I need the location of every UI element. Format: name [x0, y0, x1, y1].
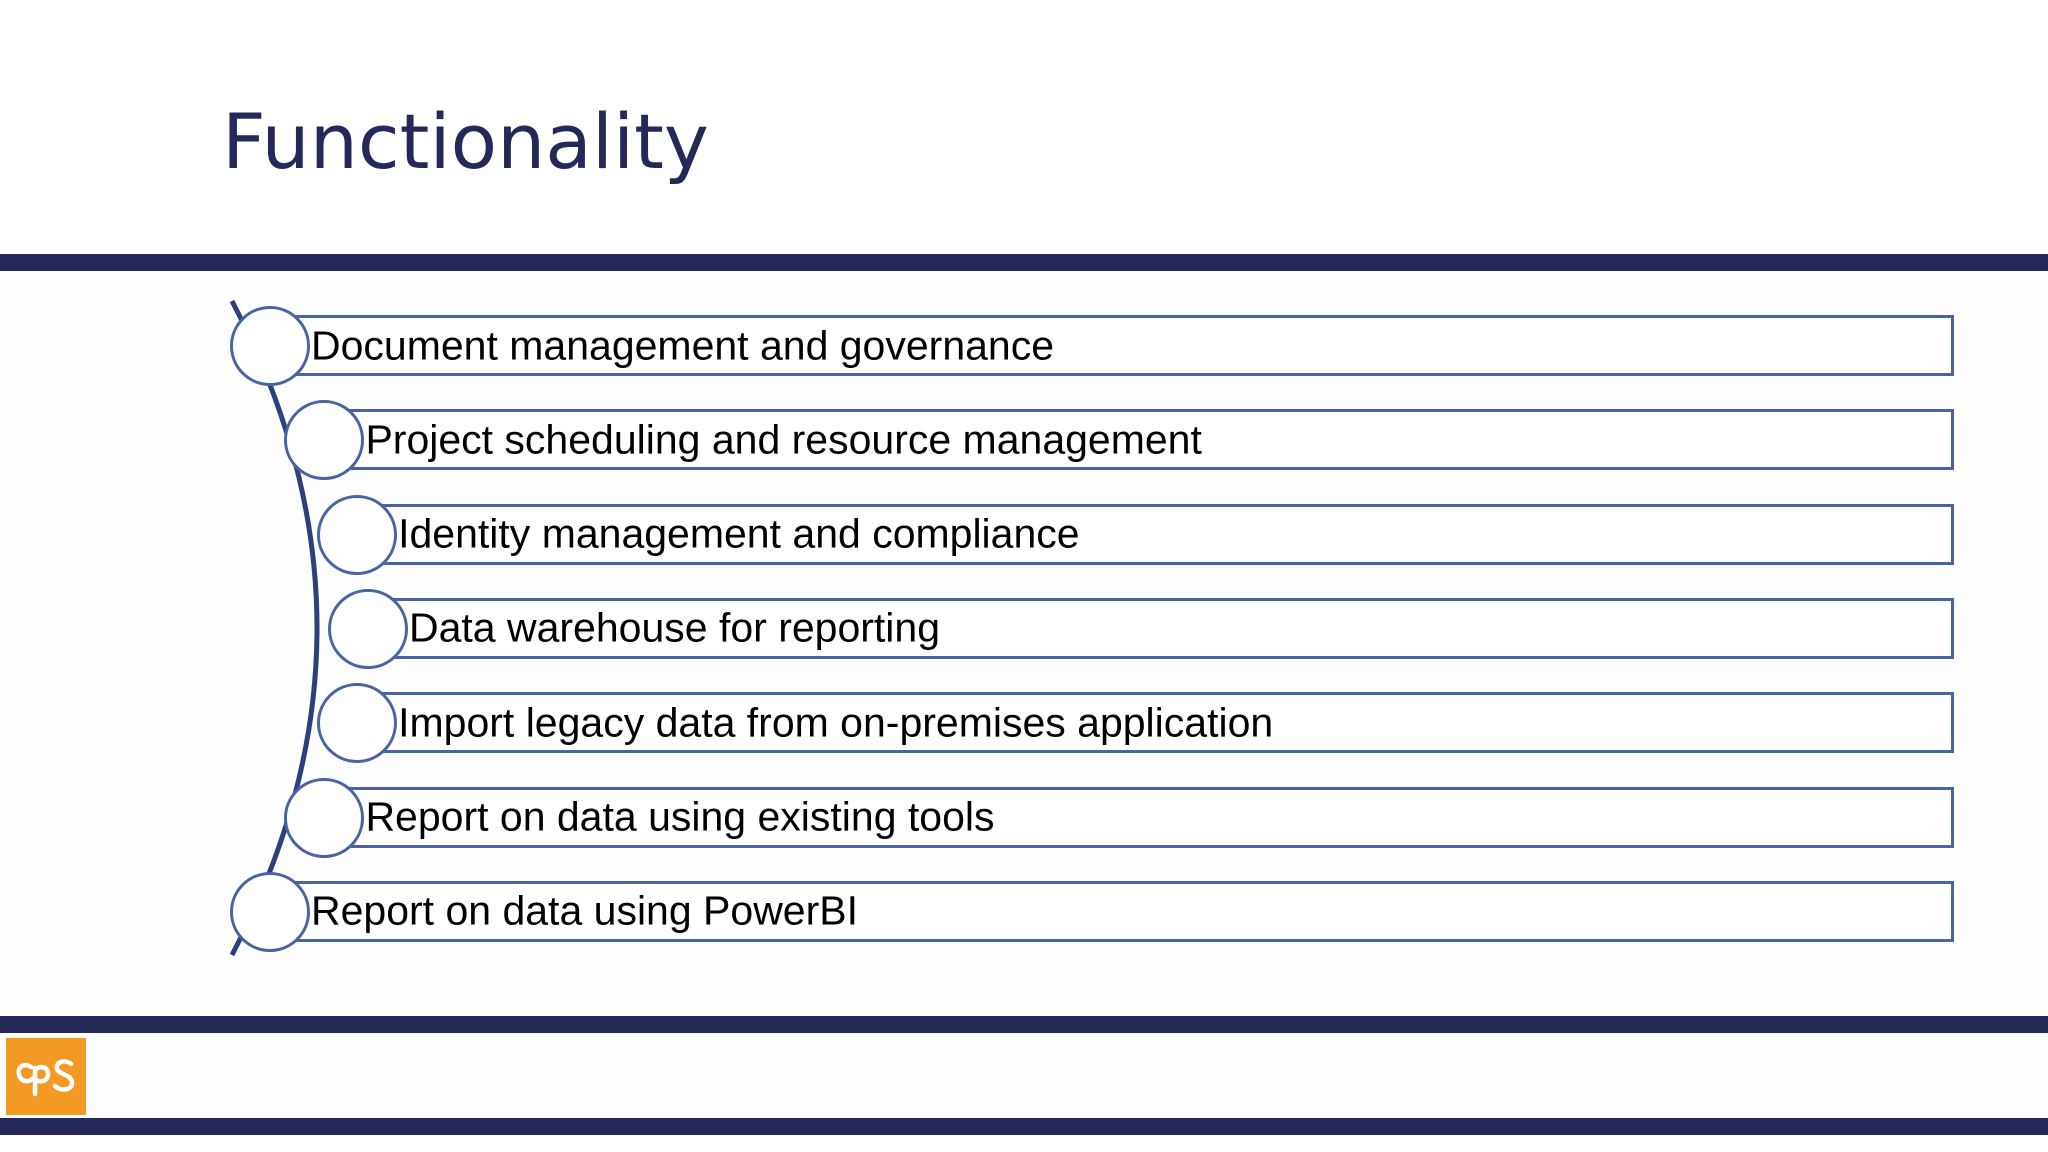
list-item-circle: [317, 495, 397, 575]
list-item-box: [260, 315, 1954, 376]
list-item-box: [347, 504, 1954, 565]
list-item-box: [358, 598, 1954, 659]
footer-divider-band: [0, 1016, 2048, 1033]
list-item-label: Import legacy data from on-premises application: [398, 699, 1274, 746]
list-item-circle: [284, 778, 364, 858]
list-item-circle: [328, 589, 408, 669]
slide-title: Functionality: [222, 97, 709, 186]
cps-logo-mark: [15, 1054, 77, 1100]
bottom-divider-band: [0, 1118, 2048, 1135]
list-item-label: Report on data using PowerBI: [311, 887, 858, 934]
list-item-box: [260, 881, 1954, 942]
list-item-circle: [317, 683, 397, 763]
list-item-circle: [230, 306, 310, 386]
list-item-box: [347, 692, 1954, 753]
list-item-label: Project scheduling and resource management: [365, 416, 1202, 463]
connector-arc: [232, 301, 317, 955]
cps-logo: [6, 1038, 86, 1115]
list-item-box: [314, 409, 1954, 470]
list-item-label: Identity management and compliance: [398, 510, 1080, 557]
list-item-box: [314, 787, 1954, 848]
list-item-circle: [230, 872, 310, 952]
list-item-label: Report on data using existing tools: [365, 793, 995, 840]
list-item-label: Data warehouse for reporting: [409, 604, 941, 651]
list-item-label: Document management and governance: [311, 322, 1055, 368]
